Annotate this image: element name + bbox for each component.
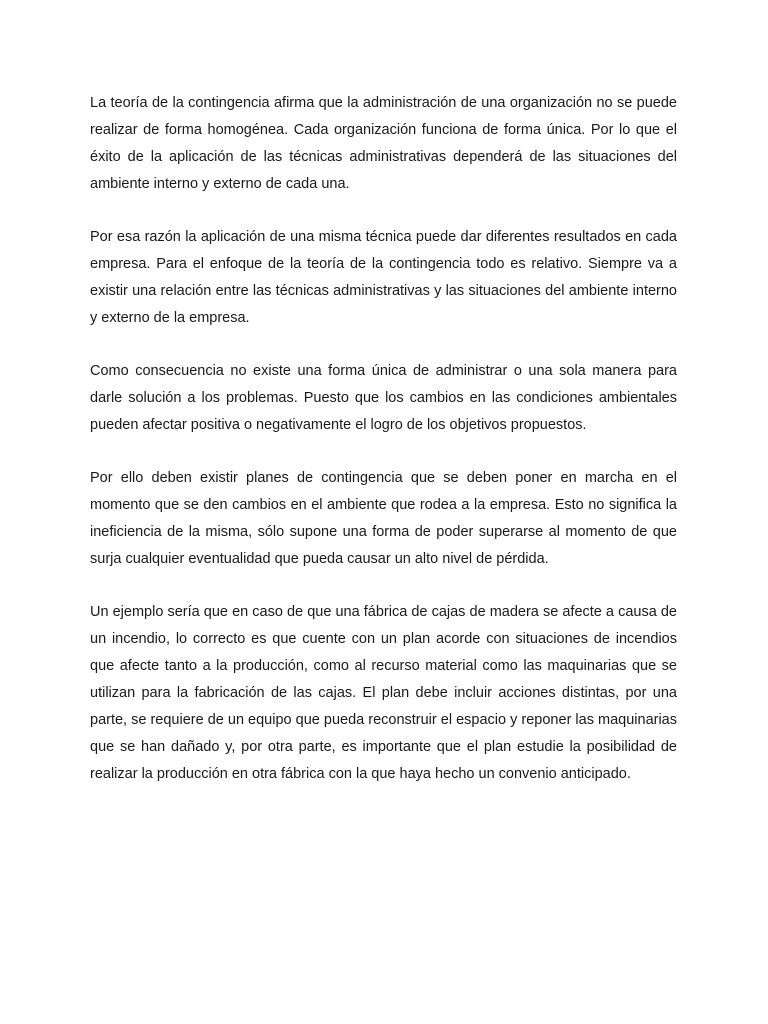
paragraph: Por esa razón la aplicación de una misma técnica puede dar diferentes resultados en cada empresa. Para el enfoque de la teoría de la contingencia todo es relativo. Siempre va a existir una relación entre las técnicas administrativas y las situaciones del ambiente interno y externo de la empresa. bbox=[90, 229, 677, 326]
paragraph: La teoría de la contingencia afirma que la administración de una organización no se puede realizar de forma homogénea. Cada organización funciona de forma única. Por lo que el éxito de la aplicación de las técnicas administrativas dependerá de las situaciones del ambiente interno y externo de cada una. bbox=[90, 95, 677, 192]
document-body bbox=[90, 90, 677, 814]
paragraph: Como consecuencia no existe una forma única de administrar o una sola manera para darle solución a los problemas. Puesto que los cambios en las condiciones ambientales pueden afectar positiva o negativamente el logro de los objetivos propuestos. bbox=[90, 363, 677, 433]
paragraph: Por ello deben existir planes de contingencia que se deben poner en marcha en el momento que se den cambios en el ambiente que rodea a la empresa. Esto no significa la ineficiencia de la misma, sólo supone una forma de poder superarse al momento de que surja cualquier eventualidad que pueda causar un alto nivel de pérdida. bbox=[90, 470, 677, 567]
paragraph: Un ejemplo sería que en caso de que una fábrica de cajas de madera se afecte a causa de un incendio, lo correcto es que cuente con un plan acorde con situaciones de incendios que afecte tanto a la producción, como al recurso material como las maquinarias que se utilizan para la fabricación de las cajas. El plan debe incluir acciones distintas, por una parte, se requiere de un equipo que pueda reconstruir el espacio y reponer las maquinarias que se han dañado y, por otra parte, es importante que el plan estudie la posibilidad de realizar la producción en otra fábrica con la que haya hecho un convenio anticipado. bbox=[90, 604, 677, 782]
